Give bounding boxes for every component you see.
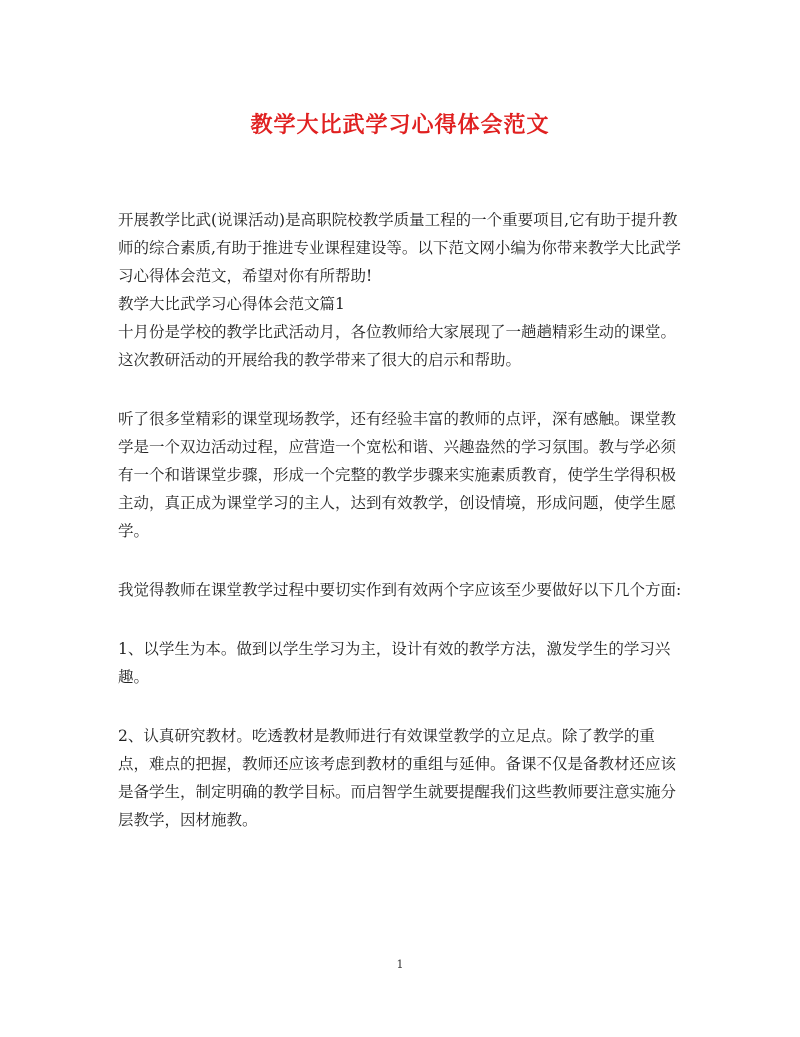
- paragraph-3: 我觉得教师在课堂教学过程中要切实作到有效两个字应该至少要做好以下几个方面:: [118, 581, 682, 599]
- page-number: 1: [396, 958, 404, 971]
- paragraph-spacer: [118, 604, 682, 635]
- document-body: [118, 206, 682, 834]
- section-heading: 教学大比武学习心得体会范文篇1: [118, 295, 345, 313]
- paragraph-spacer: [118, 545, 682, 576]
- point-2: 2、认真研究教材。吃透教材是教师进行有效课堂教学的立足点。除了教学的重点，难点的把握，教师还应该考虑到教材的重组与延伸。备课不仅是备教材还应该是备学生，制定明确的教学目标。而启智学生就要提醒我们这些教师要注意实施分层教学，因材施教。: [118, 727, 677, 829]
- paragraph-spacer: [118, 374, 682, 405]
- paragraph-1: 十月份是学校的教学比武活动月，各位教师给大家展现了一趟趟精彩生动的课堂。这次教研活动的开展给我的教学带来了很大的启示和帮助。: [118, 323, 677, 369]
- paragraph-spacer: [118, 691, 682, 722]
- document-title: 教学大比武学习心得体会范文: [250, 112, 550, 138]
- intro-paragraph: 开展教学比武(说课活动)是高职院校教学质量工程的一个重要项目,它有助于提升教师的综合素质,有助于推进专业课程建设等。以下范文网小编为你带来教学大比武学习心得体会范文，希望对你有所帮助!: [118, 211, 681, 285]
- paragraph-2: 听了很多堂精彩的课堂现场教学，还有经验丰富的教师的点评，深有感触。课堂教学是一个双边活动过程，应营造一个宽松和谐、兴趣盎然的学习氛围。教与学必须有一个和谐课堂步骤，形成一个完整的教学步骤来实施素质教育，使学生学得积极主动，真正成为课堂学习的主人，达到有效教学，创设情境，形成问题，使学生愿学。: [118, 410, 677, 540]
- point-1: 1、以学生为本。做到以学生学习为主，设计有效的教学方法，激发学生的学习兴趣。: [118, 640, 671, 686]
